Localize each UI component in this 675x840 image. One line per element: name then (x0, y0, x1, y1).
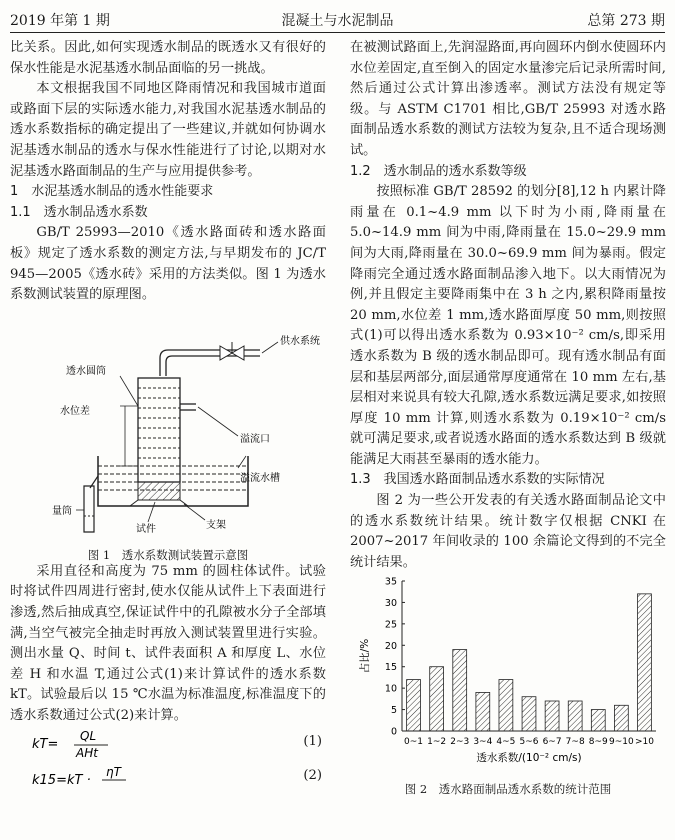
subsection-heading: 1.2 透水制品的透水系数等级 (350, 163, 527, 179)
x-tick-label: 5~6 (519, 737, 539, 748)
y-tick-label: 30 (384, 598, 397, 610)
y-axis-label: 占比/% (359, 639, 371, 674)
bar (499, 680, 513, 731)
formula-1-denominator: AHt (76, 746, 98, 761)
bar (430, 667, 444, 731)
formula-1-lhs: kT= (32, 737, 59, 753)
x-tick-label: 1~2 (427, 737, 447, 748)
label-graduated-cylinder: 量筒 (52, 505, 72, 517)
y-tick-label: 20 (384, 641, 397, 653)
x-tick-label: 9~10 (608, 737, 634, 748)
formula-2-expression (10, 760, 230, 794)
paragraph: 按照标准 GB/T 28592 的划分[8],12 h 内累计降雨量在 0.1~4.9 mm 以下时为小雨,降雨量在 5.0~14.9 mm 间为中雨,降雨量在 15.0~29.9 mm 间为大雨,降雨量在 30.0~69.9 mm 间为暴雨。假定降雨完全通过透水路面制品渗入地下。以大雨情况为例,并且假定主要降雨集中在 3 h 之内,累积降雨量按 20 mm,水位差 1 mm,透水路面厚度 50 mm,则按照式(1)可以得出透水系数为 0.93×10⁻² cm/s,即采用透水系数为 B 级的透水制品即可。现有透水制品有面层和基层两部分,面层通常厚度通常在 10 mm 左右,基层相对来说具有较大孔隙,透水系数远满足要求,如按照厚度 10 mm 计算,则透水系数为 0.19×10⁻² cm/s 就可满足要求,或者说透水路面的透水系数达到 B 级就能满足大雨甚至暴雨的透水能力。 (350, 184, 666, 467)
figure-1-caption: 图 1 透水系数测试装置示意图 (87, 548, 249, 563)
formula-2-number: (2) (303, 768, 322, 784)
x-tick-label: 7~8 (565, 737, 585, 748)
journal-title: 混凝土与水泥制品 (281, 13, 394, 29)
apparatus-diagram (10, 306, 326, 538)
bar (545, 701, 559, 731)
x-tick-label: 0~1 (404, 737, 424, 748)
figure-2 (350, 573, 666, 799)
bar (453, 650, 467, 731)
x-axis-label: 透水系数/(10⁻² cm/s) (476, 752, 582, 765)
x-tick-label: 3~4 (473, 737, 493, 748)
specimen (138, 482, 180, 500)
right-column (350, 38, 666, 800)
y-tick-label: 35 (384, 576, 397, 588)
y-tick-label: 15 (384, 662, 397, 674)
graduated-cylinder (84, 486, 94, 532)
bar (614, 706, 628, 732)
label-specimen: 试件 (136, 523, 156, 535)
bar (568, 701, 582, 731)
x-tick-label: 2~3 (450, 737, 470, 748)
permeability-bar-chart (350, 573, 666, 771)
label-overflow-port: 溢流口 (240, 433, 270, 445)
y-tick-label: 5 (390, 705, 397, 717)
paragraph: 本文根据我国不同地区降雨情况和我国城市道面或路面下层的实际透水能力,对我国水泥基透水制品的透水系数指标的确定提出了一些建议,并就如何协调水泥基透水制品的透水与保水性能进行了讨论,以期对水泥基透水路面制品的生产与应用提供参考。 (10, 81, 326, 179)
bar (522, 697, 536, 731)
header-rule (10, 32, 665, 33)
formula-2 (10, 760, 326, 794)
formula-1-numerator: QL (80, 729, 97, 744)
paragraph: 比关系。因此,如何实现透水制品的既透水又有很好的保水性能是水泥基透水制品面临的另一挑战。 (10, 40, 326, 76)
label-head-difference: 水位差 (60, 405, 90, 417)
running-header (10, 4, 665, 30)
formula-2-numerator: ηT (106, 765, 121, 780)
paragraph: 在被测试路面上,先润湿路面,再向圆环内倒水使圆环内水位差固定,直至倒入的固定水量渗完后记录所需时间,然后通过公式计算出渗透率。测试方法没有规定等级。与 ASTM C1701 相比,GB/T 25993 对透水路面制品透水系数的测试方法较为复杂,且不适合现场测试。 (350, 40, 666, 158)
total-issue-label: 总第 273 期 (587, 13, 665, 29)
formula-1-expression (10, 726, 230, 760)
label-support: 支架 (206, 519, 226, 531)
formula-1 (10, 726, 326, 760)
paragraph: GB/T 25993—2010《透水路面砖和透水路面板》规定了透水系数的测定方法,与早期发布的 JC/T 945—2005《透水砖》采用的方法类似。图 1 为透水系数测试装置的原理图。 (10, 225, 326, 303)
y-tick-label: 10 (384, 684, 397, 696)
paragraph: 采用直径和高度为 75 mm 的圆柱体试件。试验时将试件四周进行密封,使水仅能从试件上下表面进行渗透,然后抽成真空,保证试件中的孔隙被水分子全部填满,当空气被完全抽走时再放入测试装置里进行实验。测出水量 Q、时间 t、试件表面积 A 和厚度 L、水位差 H 和水温 T,通过公式(1)来计算试件的透水系数 kT。试验最后以 15 ℃水温为标准温度,标准温度下的透水系数通过公式(2)来计算。 (10, 563, 326, 723)
y-tick-label: 0 (390, 726, 397, 738)
x-tick-label: >10 (634, 737, 654, 748)
bar (591, 710, 605, 731)
formula-1-number: (1) (303, 734, 322, 750)
label-cylinder: 透水圆筒 (66, 365, 106, 377)
supply-pipe (160, 350, 260, 376)
bar (638, 594, 652, 731)
label-supply: 供水系统 (280, 335, 320, 347)
subsection-heading: 1.3 我国透水路面制品透水系数的实际情况 (350, 472, 605, 488)
label-overflow-tank: 溢流水槽 (240, 472, 280, 484)
x-tick-label: 4~5 (496, 737, 516, 748)
x-tick-label: 8~9 (588, 737, 608, 748)
issue-label: 2019 年第 1 期 (10, 13, 110, 29)
left-column (10, 38, 326, 794)
bar (476, 693, 490, 732)
formula-2-lhs: k15=kT · (32, 773, 91, 789)
figure-1 (10, 306, 326, 562)
subsection-heading: 1.1 透水制品透水系数 (10, 204, 148, 220)
x-tick-label: 6~7 (542, 737, 562, 748)
section-heading: 1 水泥基透水制品的透水性能要求 (10, 184, 214, 200)
y-tick-label: 25 (384, 619, 397, 631)
paragraph: 图 2 为一些公开发表的有关透水路面制品论文中的透水系数统计结果。统计数字仅根据 CNKI 在 2007~2017 年间收录的 100 余篇论文得到的不完全统计结果。 (350, 493, 666, 570)
figure-2-caption: 图 2 透水路面制品透水系数的统计范围 (404, 782, 612, 797)
bar (407, 680, 421, 731)
